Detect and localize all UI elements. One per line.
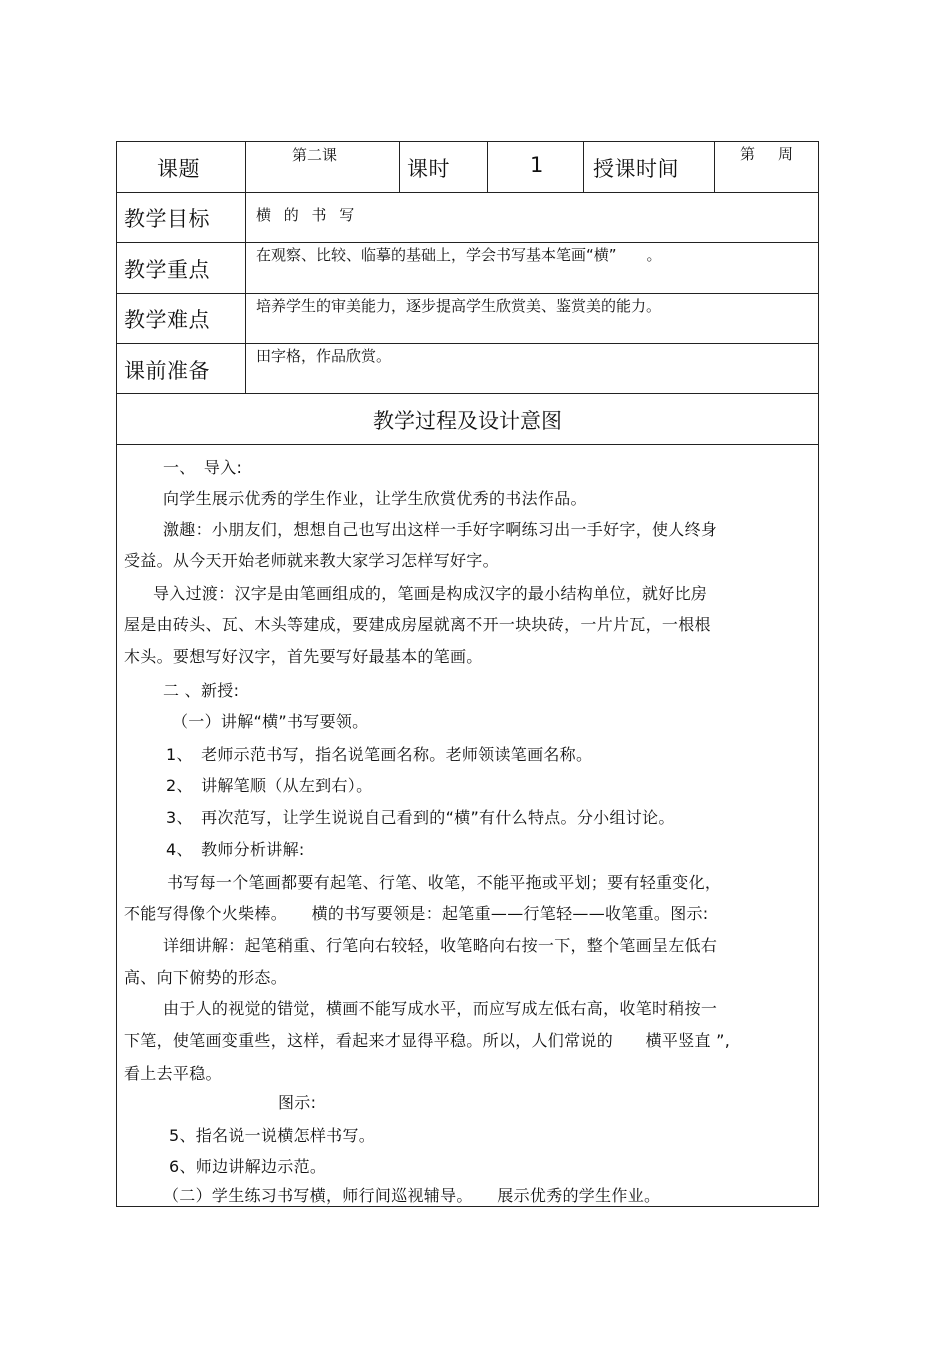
body-line: 详细讲解：起笔稍重、行笔向右较轻，收笔略向右按一下，整个笔画呈左低右	[163, 936, 718, 955]
topic-label: 课题	[157, 157, 200, 181]
body-line: 看上去平稳。	[124, 1064, 222, 1083]
body-line: 3、 再次范写，让学生说说自己看到的“横”有什么特点。分小组讨论。	[166, 808, 675, 827]
body-line: 6、师边讲解边示范。	[169, 1157, 327, 1176]
body-line: 1、 老师示范书写，指名说笔画名称。老师领读笔画名称。	[166, 745, 593, 764]
lesson-plan-table	[116, 141, 819, 1207]
body-line: 木头。要想写好汉字，首先要写好最基本的笔画。	[124, 647, 483, 666]
hours-value: 1	[530, 153, 544, 177]
difficulty-value: 培养学生的审美能力，逐步提高学生欣赏美、鉴赏美的能力。	[256, 297, 662, 315]
hours-label: 课时	[407, 157, 450, 181]
body-line: 4、 教师分析讲解:	[166, 840, 305, 859]
table-border-bottom	[116, 1206, 819, 1207]
body-line: 5、指名说一说横怎样书写。	[169, 1126, 376, 1145]
row-divider	[116, 293, 819, 294]
time-label: 授课时间	[593, 157, 679, 181]
body-line: 图示:	[278, 1093, 317, 1112]
body-line: 屋是由砖头、瓦、木头等建成，要建成房屋就离不开一块块砖，一片片瓦，一根根	[124, 615, 711, 634]
topic-value: 第二课	[292, 146, 338, 164]
table-border-left	[116, 141, 117, 1207]
row-divider	[116, 192, 819, 193]
header-divider	[487, 141, 488, 192]
table-border-right	[818, 141, 819, 1207]
body-line: 高、向下俯势的形态。	[124, 968, 288, 987]
body-line: （二）学生练习书写横，师行间巡视辅导。 展示优秀的学生作业。	[163, 1186, 661, 1205]
body-line: 书写每一个笔画都要有起笔、行笔、收笔，不能平拖或平划；要有轻重变化，	[167, 873, 722, 892]
body-line: 由于人的视觉的错觉，横画不能写成水平，而应写成左低右高，收笔时稍按一	[163, 999, 718, 1018]
section-title: 教学过程及设计意图	[373, 409, 562, 433]
goal-value: 横 的 书 写	[256, 206, 359, 224]
header-divider	[714, 141, 715, 192]
goal-label: 教学目标	[124, 207, 210, 231]
week-second: 周	[778, 145, 794, 163]
body-line: 不能写得像个火柴棒。 横的书写要领是：起笔重——行笔轻——收笔重。图示:	[124, 904, 709, 923]
difficulty-label: 教学难点	[124, 308, 210, 332]
key-point-label: 教学重点	[124, 258, 210, 282]
row-divider	[116, 242, 819, 243]
preparation-value: 田字格，作品欣赏。	[256, 347, 392, 365]
row-divider	[116, 444, 819, 445]
body-line: 二 、新授:	[163, 681, 240, 700]
body-line: 一、 导入:	[163, 458, 243, 477]
header-divider	[583, 141, 584, 192]
week-first: 第	[740, 145, 756, 163]
body-line: 激趣：小朋友们，想想自己也写出这样一手好字啊练习出一手好字，使人终身	[163, 520, 718, 539]
body-line: 受益。从今天开始老师就来教大家学习怎样写好字。	[124, 551, 499, 570]
row-divider	[116, 343, 819, 344]
label-column-divider	[245, 141, 246, 393]
preparation-label: 课前准备	[124, 359, 210, 383]
header-divider	[399, 141, 400, 192]
row-divider	[116, 393, 819, 394]
body-line: 导入过渡：汉字是由笔画组成的，笔画是构成汉字的最小结构单位，就好比房	[153, 584, 708, 603]
body-line: 2、 讲解笔顺（从左到右）。	[166, 776, 373, 795]
body-line: 向学生展示优秀的学生作业，让学生欣赏优秀的书法作品。	[163, 489, 587, 508]
body-line: （一）讲解“横”书写要领。	[172, 712, 369, 731]
body-line: 下笔，使笔画变重些，这样，看起来才显得平稳。所以，人们常说的 横平竖直 ”,	[124, 1031, 731, 1050]
key-point-value: 在观察、比较、临摹的基础上，学会书写基本笔画“横” 。	[256, 246, 662, 264]
